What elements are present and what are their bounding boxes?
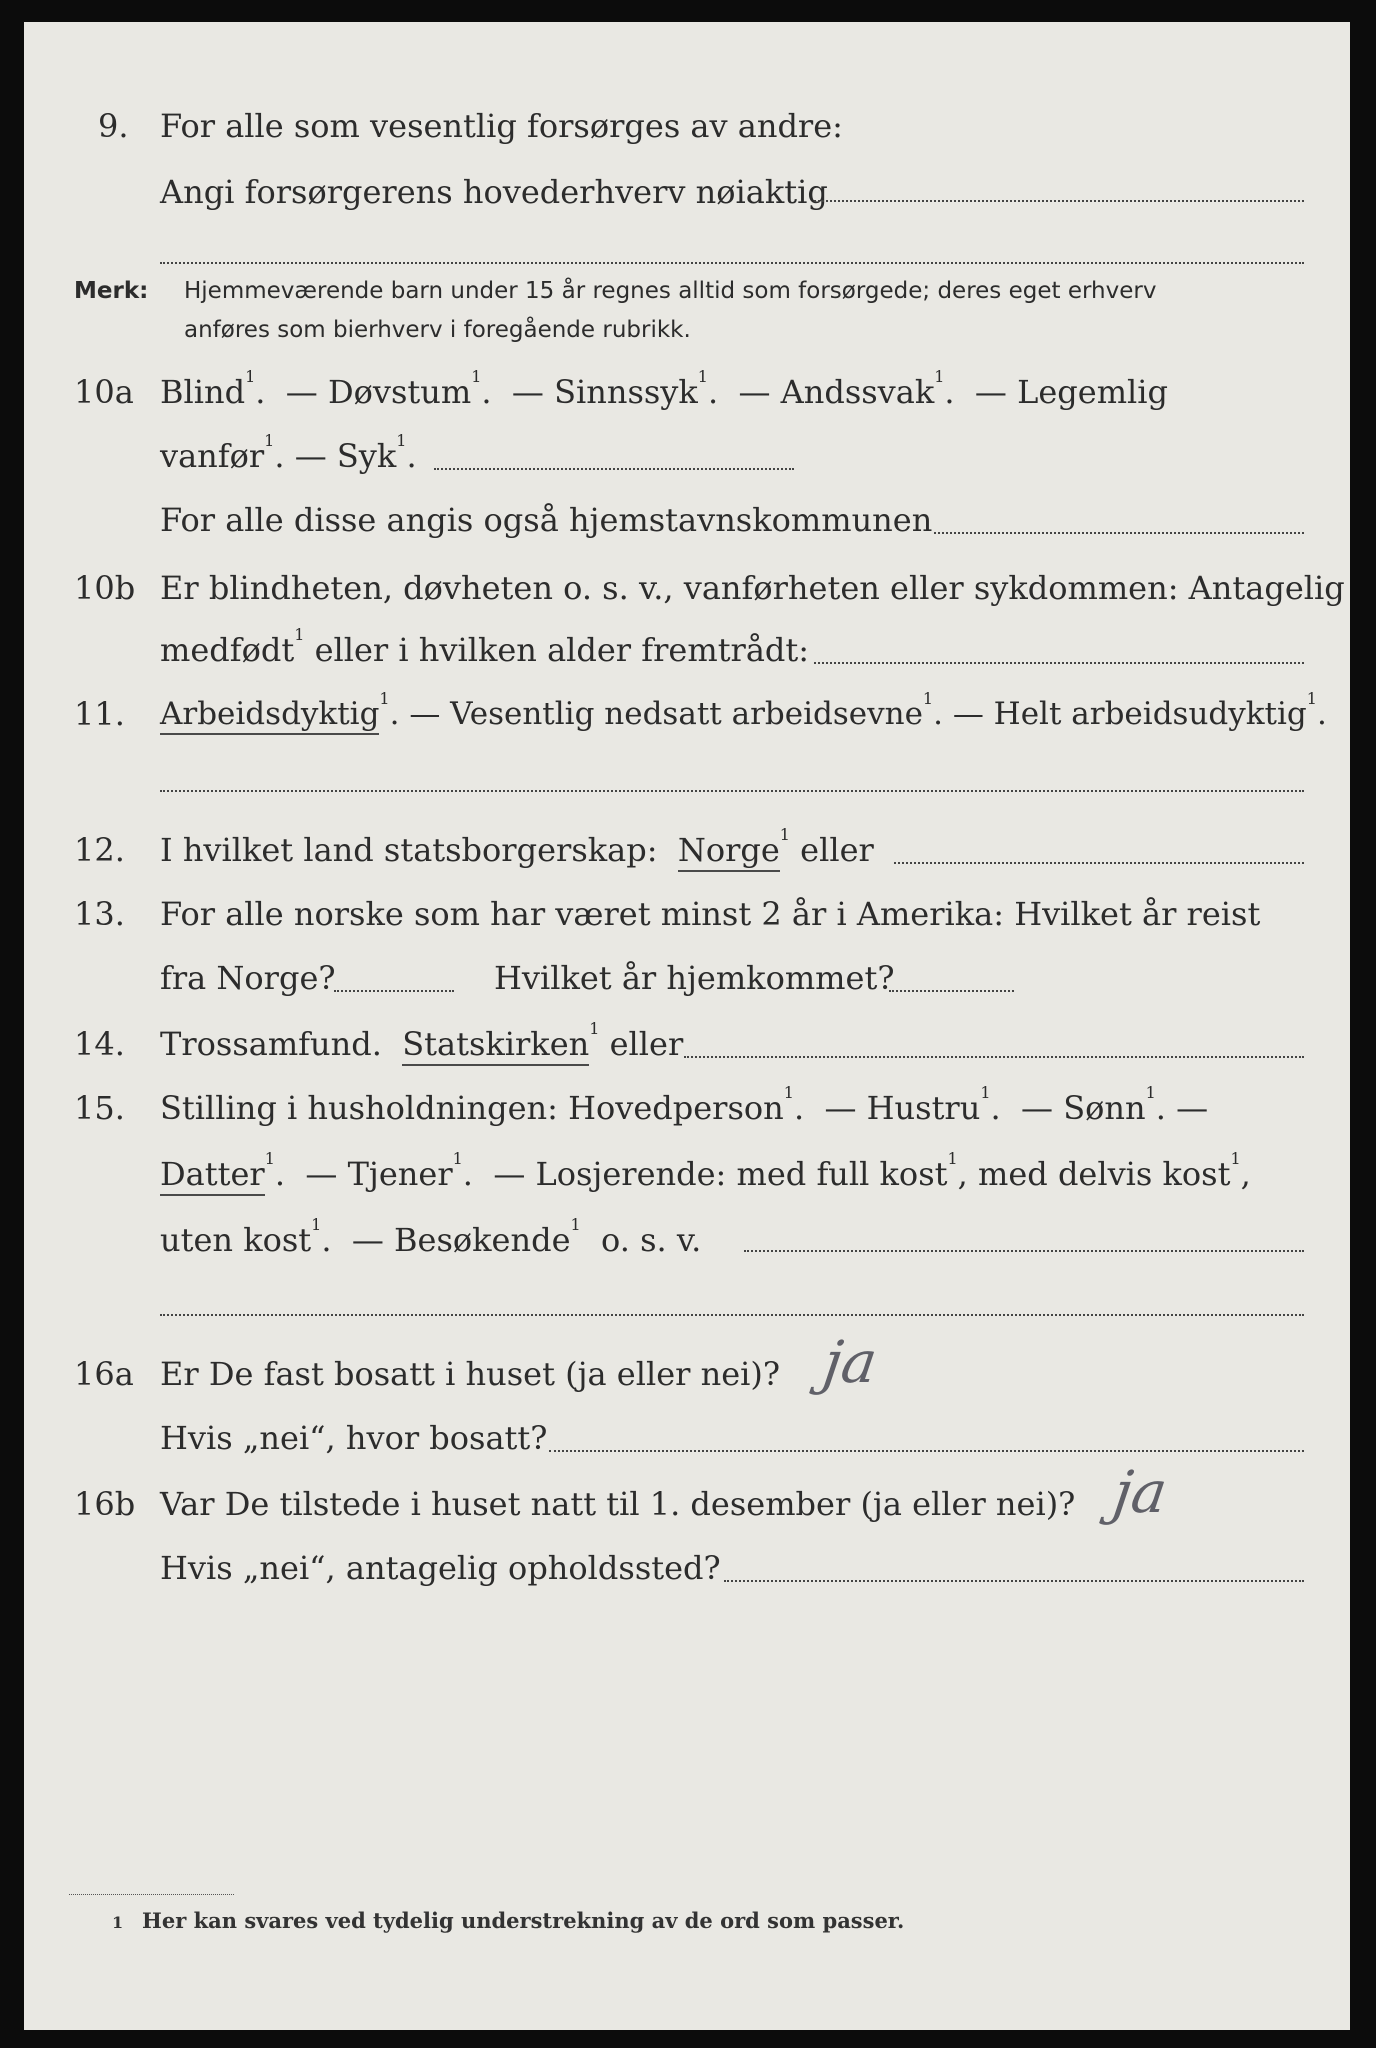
q15-answer-field[interactable] (744, 1250, 1304, 1252)
andssvak-option[interactable]: — Andssvak (738, 373, 935, 411)
udyktig-option[interactable]: — Helt arbeidsudyktig (952, 696, 1307, 732)
sinnssyk-option[interactable]: — Sinnssyk (511, 373, 698, 411)
legemlig-option[interactable]: — Legemlig (974, 373, 1168, 411)
q16b-line1: Var De tilstede i huset natt til 1. desember (ja eller nei)? (160, 1485, 1076, 1523)
datter-option[interactable]: Datter (160, 1155, 265, 1196)
hustru-option[interactable]: — Hustru (824, 1089, 981, 1127)
q12-line: I hvilket land statsborgerskap: Norge$^1$ eller (160, 830, 874, 870)
q14-number: 14. (74, 1025, 125, 1063)
q10b-line2: medfødt$^1$ eller i hvilken alder fremtrådt: (160, 625, 810, 669)
q9-line1: For alle som vesentlig forsørges av andre: (160, 107, 843, 145)
q16b-line2: Hvis „nei“, antagelig opholdssted? (160, 1549, 721, 1587)
q13-hjemkommet-field[interactable] (889, 990, 1014, 992)
q10a-number: 10a (74, 373, 134, 411)
q16a-line2: Hvis „nei“, hvor bosatt? (160, 1419, 548, 1457)
q13-line1: For alle norske som har været minst 2 år i Amerika: Hvilket år reist (160, 895, 1261, 933)
sonn-option[interactable]: — Sønn (1021, 1089, 1146, 1127)
q15-line1: Stilling i husholdningen: Hovedperson$^1$. — Hustru$^1$. — Sønn$^1$. — (160, 1083, 1209, 1127)
q16b-handwritten-answer: ja (1109, 1458, 1172, 1526)
q10a-line1: Blind$^1$. — Døvstum$^1$. — Sinnssyk$^1$. — Andssvak$^1$. — Legemlig (160, 367, 1168, 411)
norge-option[interactable]: Norge (678, 831, 780, 872)
merk-label: Merk: (74, 278, 149, 304)
q16a-handwritten-answer: ja (819, 1328, 882, 1396)
dovstum-option[interactable]: — Døvstum (285, 373, 472, 411)
footnote-mark: 1 (112, 1913, 124, 1932)
blind-option[interactable]: Blind (160, 373, 246, 411)
uten-kost-option[interactable]: uten kost (160, 1221, 312, 1259)
q16a-number: 16a (74, 1355, 134, 1393)
q12-answer-field[interactable] (894, 862, 1304, 864)
merk-line2: anføres som bierhverv i foregående rubrikk. (184, 317, 691, 343)
q15-answer-field-2[interactable] (160, 1314, 1304, 1316)
q13-hjemkommet-label: Hvilket år hjemkommet? (494, 959, 895, 997)
losjerende-option[interactable]: — Losjerende: med full kost (493, 1155, 948, 1193)
q12-number: 12. (74, 831, 125, 869)
q10a-answer-field[interactable] (434, 468, 794, 470)
q16a-bosatt-field[interactable] (549, 1450, 1304, 1452)
delvis-kost-option[interactable]: , med delvis kost (957, 1155, 1231, 1193)
census-form-page (24, 22, 1350, 2030)
q16b-number: 16b (74, 1485, 136, 1523)
medfodt-option[interactable]: medfødt (160, 631, 295, 669)
tjener-option[interactable]: — Tjener (305, 1155, 453, 1193)
q10a-line3: For alle disse angis også hjemstavnskommunen (160, 501, 933, 539)
q13-reist-field[interactable] (334, 990, 454, 992)
q13-number: 13. (74, 895, 125, 933)
q10b-answer-field[interactable] (814, 662, 1304, 664)
q9-answer-field-2[interactable] (160, 262, 1304, 264)
merk-line1: Hjemmeværende barn under 15 år regnes alltid som forsørgede; deres eget erhverv (184, 278, 1157, 304)
q11-line: Arbeidsdyktig$^1$. — Vesentlig nedsatt arbeidsevne$^1$. — Helt arbeidsudyktig$^1$. (160, 694, 1327, 734)
besokende-option[interactable]: — Besøkende (351, 1221, 571, 1259)
q13-reist-label: fra Norge? (160, 959, 336, 997)
q10b-line1: Er blindheten, døvheten o. s. v., vanførheten eller sykdommen: Antagelig (160, 569, 1345, 607)
q10a-kommune-field[interactable] (934, 532, 1304, 534)
nedsatt-option[interactable]: — Vesentlig nedsatt arbeidsevne (409, 696, 923, 732)
q10a-line2: vanfør$^1$. — Syk$^1$. (160, 431, 417, 475)
q15-line2: Datter$^1$. — Tjener$^1$. — Losjerende: med full kost$^1$, med delvis kost$^1$, (160, 1154, 1251, 1194)
q14-line: Trossamfund. Statskirken$^1$ eller (160, 1024, 683, 1064)
statskirken-option[interactable]: Statskirken (402, 1025, 589, 1066)
q16b-opholdssted-field[interactable] (724, 1580, 1304, 1582)
q9-answer-field[interactable] (814, 200, 1304, 202)
q9-line2: Angi forsørgerens hovederhverv nøiaktig (160, 173, 828, 211)
q15-number: 15. (74, 1089, 125, 1127)
hovedperson-option[interactable]: Stilling i husholdningen: Hovedperson (160, 1089, 784, 1127)
q15-line3: uten kost$^1$. — Besøkende$^1$ o. s. v. (160, 1215, 702, 1259)
q10b-number: 10b (74, 569, 136, 607)
q9-number: 9. (98, 107, 129, 145)
q11-answer-field[interactable] (160, 790, 1304, 792)
q11-number: 11. (74, 695, 125, 733)
vanfor-option[interactable]: vanfør (160, 437, 265, 475)
q16a-line1: Er De fast bosatt i huset (ja eller nei)? (160, 1355, 781, 1393)
footnote-text: Her kan svares ved tydelig understrekning av de ord som passer. (142, 1908, 905, 1933)
footnote-rule (69, 1894, 234, 1895)
syk-option[interactable]: — Syk (294, 437, 397, 475)
arbeidsdyktig-option[interactable]: Arbeidsdyktig (160, 696, 379, 735)
q14-answer-field[interactable] (684, 1056, 1304, 1058)
